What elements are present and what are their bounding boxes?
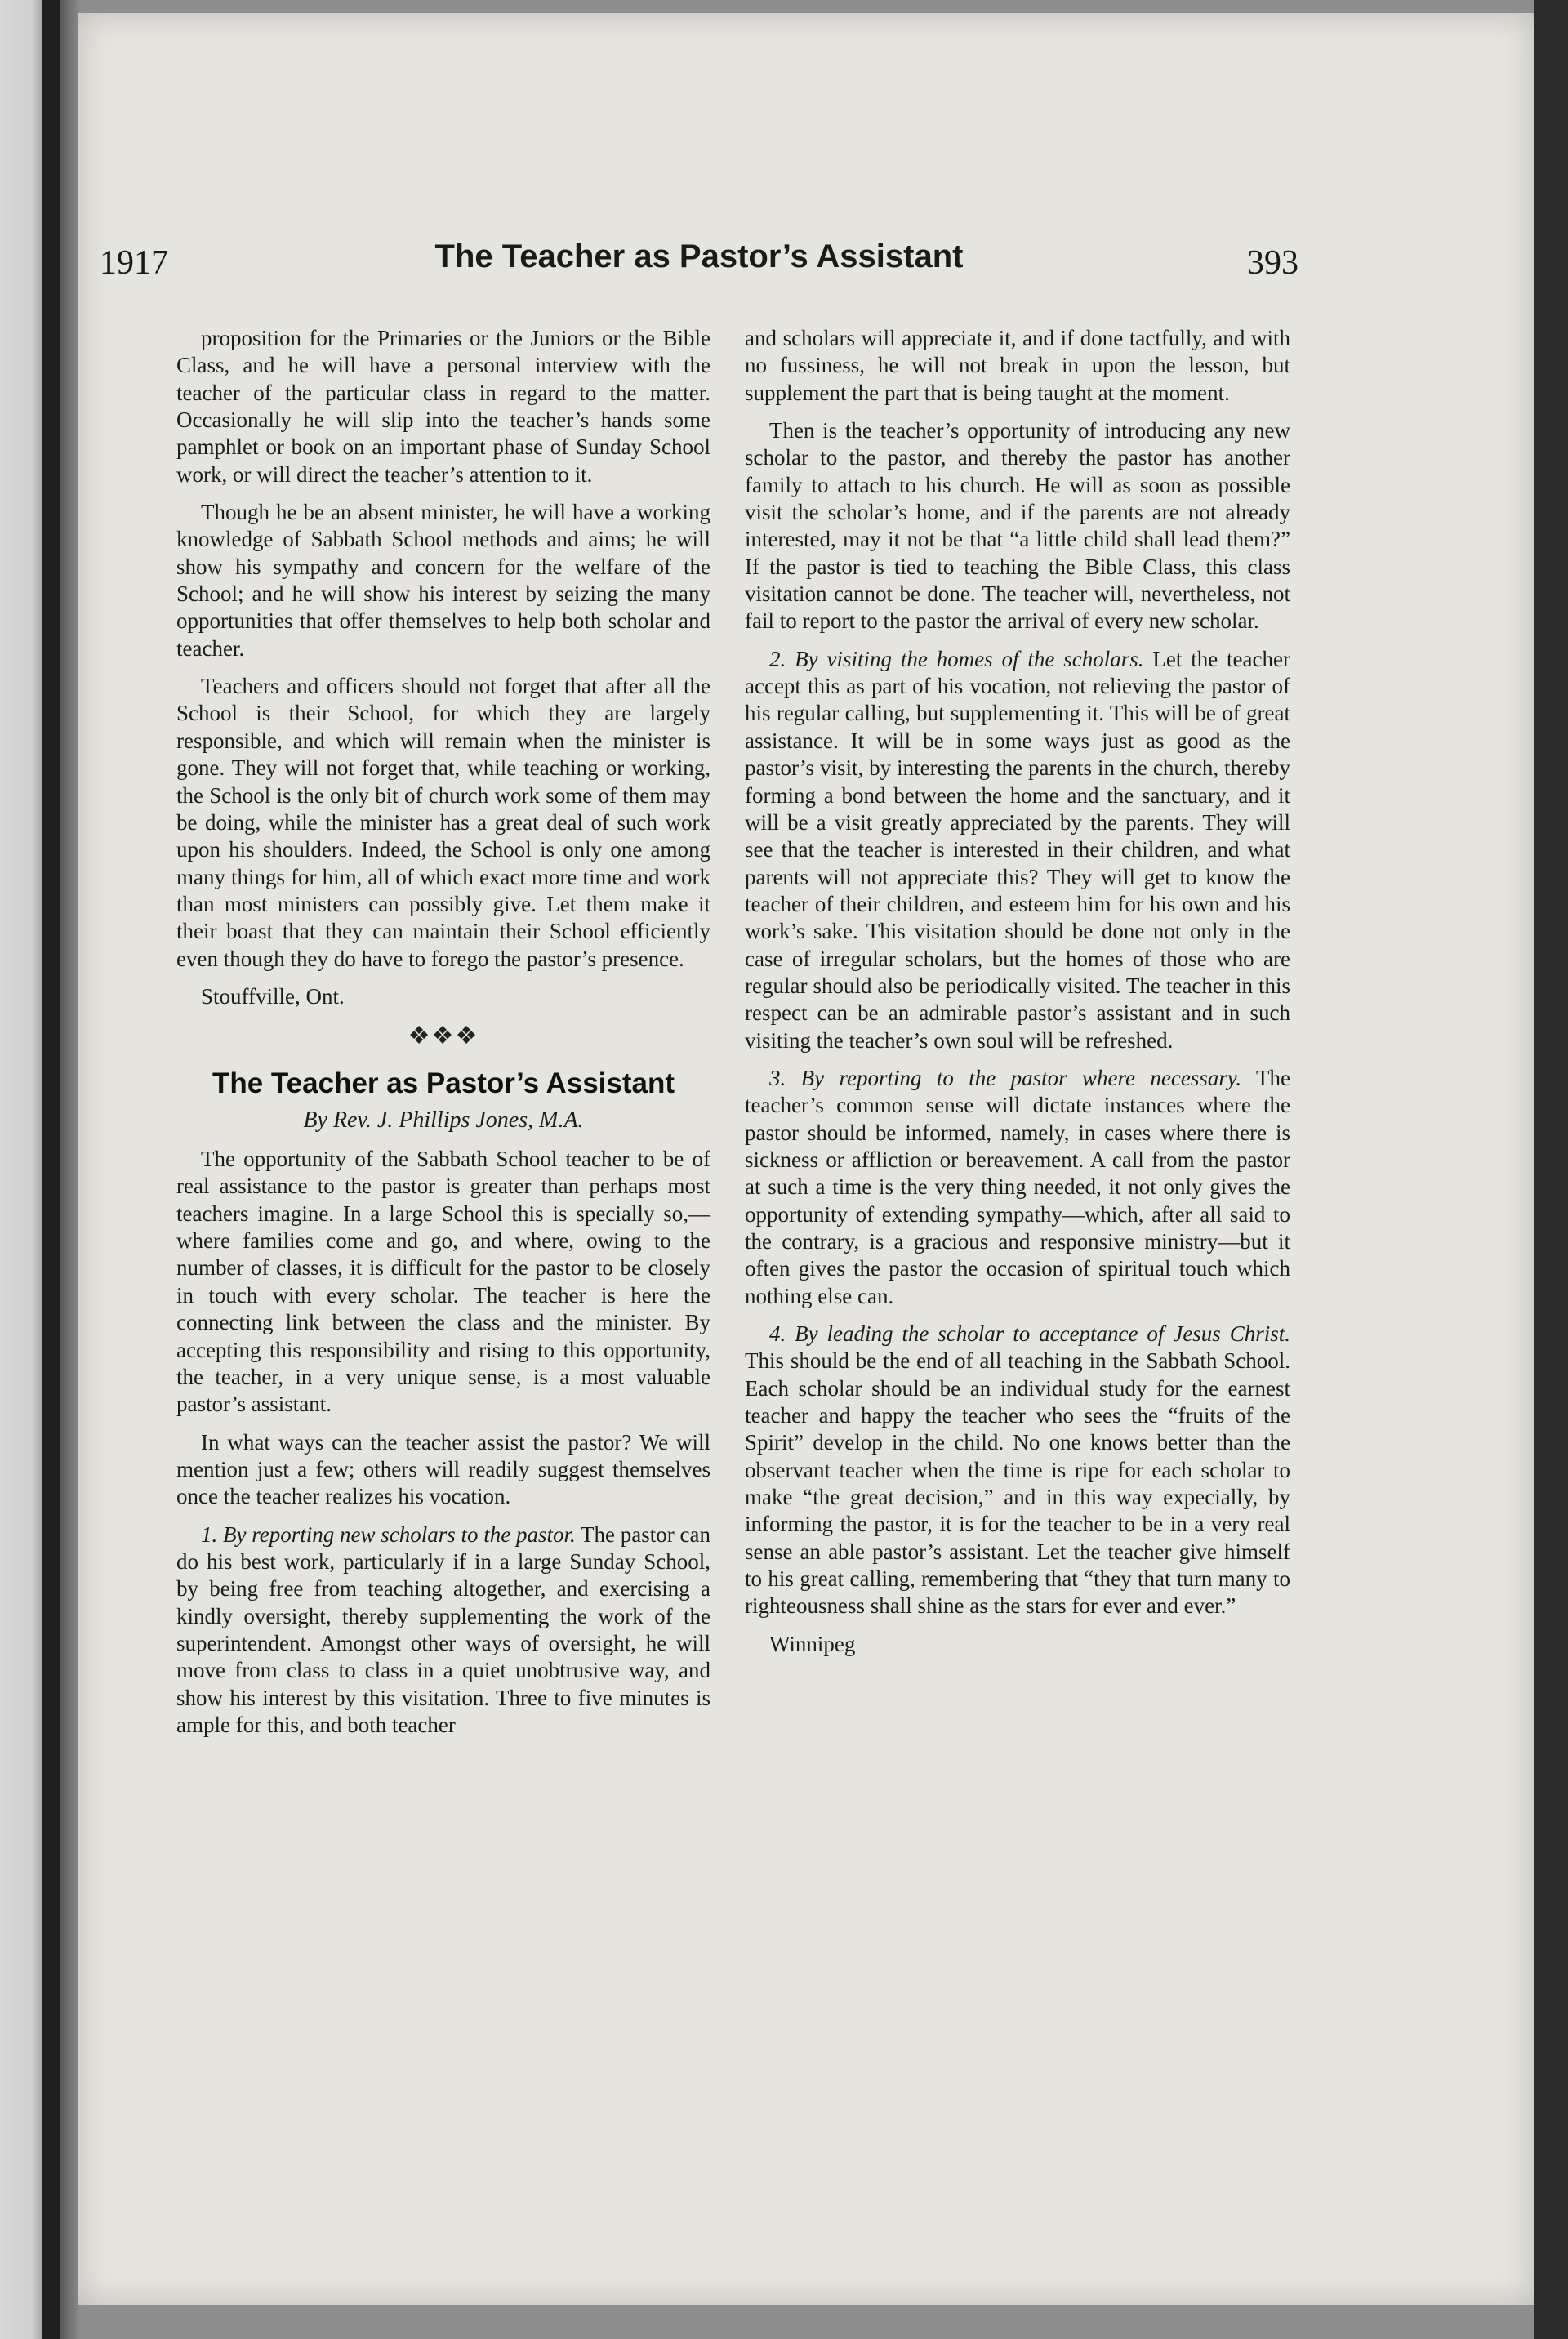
paragraph: proposition for the Primaries or the Juniors or the Bible Class, and he will have a personal interview with the teacher of the particular class in regard to the matter. Occasionally he will slip into the teacher’s hands some pamphlet or book on an important phase of Sunday School work, or will direct the teacher’s attention to it. bbox=[176, 326, 710, 487]
paragraph: In what ways can the teacher assist the pastor? We will mention just a few; others will readily suggest themselves once the teacher realizes his vocation. bbox=[176, 1429, 710, 1509]
point-text: This should be the end of all teaching in the Sabbath School. Each scholar should be an individual study for the earnest teacher and happy the teacher who sees the “fruits of the Spirit” develop in the child. No one knows better than the observant teacher when the time is ripe for each scholar to make “the great decision,” and in this way expecially, by informing the pastor, it is for the teacher to be in a very real sense an able pastor’s assistant. Let the teacher give himself to his great calling, remembering that “they that turn many to righteousness shall shine as the stars for ever and ever.” bbox=[745, 1348, 1290, 1619]
book-spine bbox=[42, 0, 60, 2339]
numbered-point bbox=[745, 1065, 1290, 1310]
paragraph: Then is the teacher’s opportunity of introducing any new scholar to the pastor, and thereby the pastor has another family to attach to his church. He will as soon as possible visit the scholar’s home, and if the parents are not already interested, may it not be that “a little child shall lead them?” If the pastor is tied to teaching the Bible Class, this class visitation cannot be done. The teacher will, nevertheless, not fail to report to the pastor the arrival of every new scholar. bbox=[745, 418, 1290, 634]
scan-border bbox=[1534, 0, 1568, 2339]
numbered-point bbox=[176, 1521, 710, 1740]
paragraph: Though he be an absent minister, he will have a working knowledge of Sabbath School methods and aims; he will show his sympathy and concern for the welfare of the School; and he will show his interest by seizing the many opportunities that offer themselves to help both scholar and teacher. bbox=[176, 500, 710, 661]
point-heading: 1. By reporting new scholars to the pastor. bbox=[201, 1521, 576, 1547]
section-ornament: ❖❖❖ bbox=[408, 1022, 479, 1050]
running-head bbox=[100, 238, 1298, 296]
point-text: Let the teacher accept this as part of his vocation, not relieving the pastor of his regular calling, but supplementing it. This will be of great assistance. It will be in some ways just as good as the pastor’s visit, by interesting the parents in the church, thereby forming a bond between the home and the sanctuary, and it will be a visit greatly appreciated by the parents. They will see that the teacher is interested in their children, and what parents will not appreciate this? They will get to know the teacher of their children, and esteem him for his own and his work’s sake. This visitation should be done not only in the case of irregular scholars, but the homes of those who are regular should also be periodically visited. The teacher in this respect can be an admirable pastor’s assistant and in such visiting the teacher’s own soul will be refreshed. bbox=[745, 646, 1290, 1053]
dateline: Stouffville, Ont. bbox=[201, 983, 345, 1009]
left-column bbox=[176, 325, 710, 1749]
point-heading: 2. By visiting the homes of the scholars. bbox=[769, 646, 1144, 671]
dateline: Winnipeg bbox=[769, 1631, 856, 1656]
adjacent-page-edge bbox=[0, 0, 46, 2339]
byline: By Rev. J. Phillips Jones, M.A. bbox=[303, 1107, 584, 1133]
page-number: 393 bbox=[1247, 244, 1298, 282]
paragraph: The opportunity of the Sabbath School teacher to be of real assistance to the pastor is greater than perhaps most teachers imagine. In a large School this is specially so,—where families come and go, and where, owing to the number of classes, it is difficult for the pastor to be closely in touch with every scholar. The teacher is here the connecting link between the class and the minister. By accepting this responsibility and rising to this opportunity, the teacher, in a very unique sense, is a most valuable pastor’s assistant. bbox=[176, 1147, 710, 1417]
point-heading: 3. By reporting to the pastor where necessary. bbox=[769, 1065, 1242, 1090]
point-text: The teacher’s common sense will dictate instances where the pastor should be informed, namely, in cases where there is sickness or affliction or bereavement. A call from the pastor at such a time is the very thing needed, it not only gives the opportunity of extending sympathy—which, after all said to the contrary, is a gracious and responsive ministry—but it often gives the pastor the occasion of spiritual touch which nothing else can. bbox=[745, 1065, 1290, 1308]
paragraph: and scholars will appreciate it, and if done tactfully, and with no fussiness, he will not break in upon the lesson, but supplement the part that is being taught at the moment. bbox=[745, 326, 1290, 405]
paragraph: Teachers and officers should not forget that after all the School is their School, for which they are largely responsible, and which will remain when the minister is gone. They will not forget that, while teaching or working, the School is the only bit of church work some of them may be doing, while the minister has a great deal of such work upon his shoulders. Indeed, the School is only one among many things for him, all of which exact more time and work than most ministers can possibly give. Let them make it their boast that they can maintain their School efficiently even though they do have to forego the pastor’s presence. bbox=[176, 674, 710, 971]
running-head-year: 1917 bbox=[100, 244, 168, 282]
point-heading: 4. By leading the scholar to acceptance of Jesus Christ. bbox=[769, 1321, 1290, 1347]
point-text: The pastor can do his best work, particularly if in a large Sunday School, by being free from teaching altogether, and exercising a kindly oversight, thereby supplementing the work of the superintendent. Amongst other ways of oversight, he will move from class to class in a quiet unobtrusive way, and show his interest by this visitation. Three to five minutes is ample for this, and both teacher bbox=[176, 1521, 710, 1737]
running-head-title: The Teacher as Pastor’s Assistant bbox=[434, 238, 964, 274]
page-gutter bbox=[60, 0, 80, 2339]
article-title: The Teacher as Pastor’s Assistant bbox=[212, 1067, 675, 1100]
numbered-point bbox=[745, 646, 1290, 1054]
right-column bbox=[745, 325, 1290, 1668]
numbered-point bbox=[745, 1321, 1290, 1620]
